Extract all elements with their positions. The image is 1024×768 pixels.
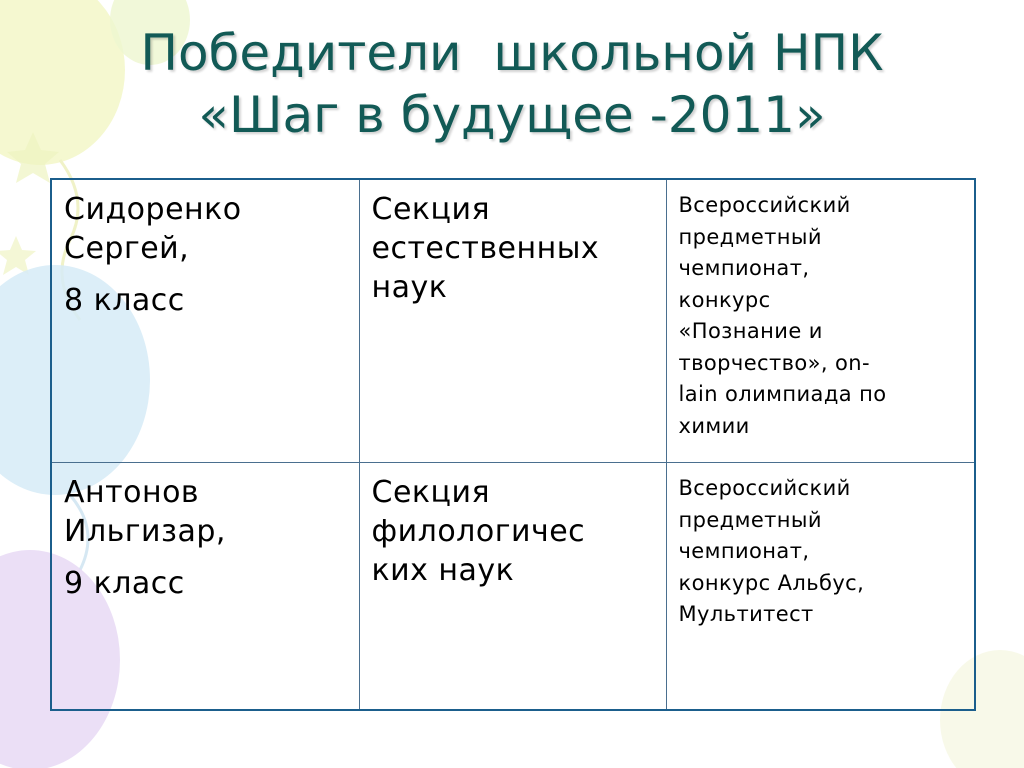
winner-grade: 9 класс (64, 566, 185, 601)
achievement-line: конкурс Альбус, (678, 570, 865, 595)
section-line: наук (371, 270, 448, 305)
achievement-line: Всероссийский (678, 476, 851, 500)
section-line: Секция (371, 475, 490, 510)
achievement-line: Всероссийский (678, 193, 851, 217)
section-line: Секция (371, 192, 490, 227)
achievement-line: «Познание и (678, 319, 823, 343)
title-line-1: Победители школьной НПК (140, 24, 884, 82)
table-row (51, 179, 975, 463)
achievement-line: Мультитест (678, 602, 814, 626)
section-line: ких наук (371, 553, 515, 588)
winner-first-name: Ильгизар, (64, 514, 226, 549)
section-line: естественных (371, 231, 600, 266)
achievement-line: чемпионат, (678, 539, 810, 563)
achievement-line: предметный (678, 507, 822, 532)
section-line: филологичес (371, 514, 586, 549)
winner-grade: 8 класс (64, 283, 185, 318)
achievements-cell (666, 463, 975, 711)
section-cell (359, 463, 666, 711)
achievement-line: творчество», on- (678, 350, 870, 375)
title-line-2: «Шаг в будущее -2011» (198, 86, 826, 144)
winner-first-name: Сергей, (64, 231, 190, 266)
winners-table (50, 178, 976, 711)
achievement-line: предметный (678, 224, 822, 249)
achievement-line: химии (678, 413, 750, 438)
section-cell (359, 179, 666, 463)
achievement-line: lain олимпиада по (678, 382, 887, 406)
winner-name-cell (51, 463, 359, 711)
achievements-cell (666, 179, 975, 463)
winner-name-cell (51, 179, 359, 463)
page-title (60, 22, 964, 146)
winner-surname: Сидоренко (64, 192, 242, 227)
table-row (51, 463, 975, 711)
achievement-line: чемпионат, (678, 256, 810, 280)
winner-surname: Антонов (64, 475, 200, 510)
achievement-line: конкурс (678, 287, 771, 312)
